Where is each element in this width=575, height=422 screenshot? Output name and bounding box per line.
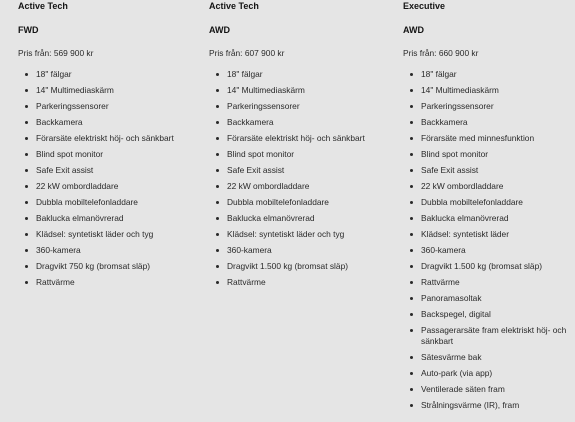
bullet-icon [410,153,413,156]
feature-text: 22 kW ombordladdare [36,181,119,191]
feature-text: Backkamera [421,117,468,127]
feature-item [403,85,573,96]
feature-item [403,293,573,304]
feature-item [209,133,391,144]
bullet-icon [25,121,28,124]
bullet-icon [216,281,219,284]
bullet-icon [410,73,413,76]
feature-text: 360-kamera [421,245,466,255]
bullet-icon [216,217,219,220]
feature-item [209,101,391,112]
feature-item [18,245,200,256]
feature-item [18,229,200,240]
feature-text: Klädsel: syntetiskt läder [421,229,509,239]
trim-column-active-tech-fwd [18,0,200,293]
feature-text: Blind spot monitor [36,149,104,159]
drive-type: FWD [18,25,39,35]
feature-item [403,101,573,112]
feature-list [403,69,573,411]
feature-text: Strålningsvärme (IR), fram [421,400,520,410]
bullet-icon [216,201,219,204]
feature-text: Förarsäte med minnesfunktion [421,133,535,143]
feature-item [403,229,573,240]
bullet-icon [410,388,413,391]
bullet-icon [25,105,28,108]
feature-text: 14" Multimediaskärm [36,85,114,95]
drive-type: AWD [403,25,424,35]
feature-item [18,101,200,112]
feature-text: 14" Multimediaskärm [421,85,499,95]
bullet-icon [216,105,219,108]
feature-item [403,165,573,176]
feature-item [18,197,200,208]
bullet-icon [25,265,28,268]
feature-text: Dragvikt 1.500 kg (bromsat släp) [421,261,543,271]
bullet-icon [25,217,28,220]
feature-text: Klädsel: syntetiskt läder och tyg [36,229,154,239]
feature-item [403,384,573,395]
bullet-icon [216,89,219,92]
feature-item [209,69,391,80]
feature-text: Parkeringssensorer [227,101,300,111]
bullet-icon [216,169,219,172]
feature-item [18,117,200,128]
feature-item [403,149,573,160]
bullet-icon [25,137,28,140]
bullet-icon [25,185,28,188]
feature-item [18,165,200,176]
feature-text: 360-kamera [36,245,81,255]
trim-title: Executive [403,1,446,11]
trim-column-executive-awd [403,0,573,416]
feature-item [403,117,573,128]
feature-item [403,400,573,411]
trim-title: Active Tech [209,1,259,11]
feature-text: Sätesvärme bak [421,352,482,362]
drive-type: AWD [209,25,230,35]
feature-item [403,309,573,320]
bullet-icon [216,233,219,236]
feature-list [209,69,391,288]
feature-text: Klädsel: syntetiskt läder och tyg [227,229,345,239]
bullet-icon [410,201,413,204]
feature-text: Dubbla mobiltelefonladdare [36,197,138,207]
feature-list [18,69,200,288]
bullet-icon [216,153,219,156]
feature-text: Panoramasoltak [421,293,482,303]
bullet-icon [410,121,413,124]
feature-text: Backkamera [36,117,83,127]
feature-text: Safe Exit assist [227,165,285,175]
feature-item [403,245,573,256]
price-label: Pris från: 569 900 kr [18,48,94,58]
feature-item [209,117,391,128]
feature-item [403,368,573,379]
feature-item [403,261,573,272]
bullet-icon [410,297,413,300]
feature-item [209,165,391,176]
feature-item [209,149,391,160]
feature-item [209,261,391,272]
feature-text: Ventilerade säten fram [421,384,505,394]
feature-text: Dubbla mobiltelefonladdare [421,197,523,207]
bullet-icon [410,105,413,108]
feature-item [403,277,573,288]
feature-text: 22 kW ombordladdare [421,181,504,191]
feature-item [403,133,573,144]
feature-item [18,69,200,80]
feature-item [18,213,200,224]
feature-text: Förarsäte elektriskt höj- och sänkbart [227,133,365,143]
feature-text: Rattvärme [421,277,460,287]
bullet-icon [216,137,219,140]
bullet-icon [410,249,413,252]
feature-item [403,352,573,363]
bullet-icon [25,201,28,204]
feature-text: Baklucka elmanövrerad [227,213,315,223]
bullet-icon [410,404,413,407]
bullet-icon [216,121,219,124]
bullet-icon [25,249,28,252]
feature-item [403,181,573,192]
bullet-icon [410,217,413,220]
feature-item [18,181,200,192]
feature-item [209,213,391,224]
feature-text: 18" fälgar [227,69,263,79]
bullet-icon [25,169,28,172]
trim-title: Active Tech [18,1,68,11]
bullet-icon [410,372,413,375]
feature-text: Dragvikt 1.500 kg (bromsat släp) [227,261,349,271]
bullet-icon [410,233,413,236]
bullet-icon [25,89,28,92]
bullet-icon [410,89,413,92]
bullet-icon [216,265,219,268]
feature-text: Baklucka elmanövrerad [421,213,509,223]
feature-text: Parkeringssensorer [421,101,494,111]
feature-item [18,261,200,272]
feature-text: Dragvikt 750 kg (bromsat släp) [36,261,151,271]
feature-text: Rattvärme [36,277,75,287]
feature-text: 18" fälgar [421,69,457,79]
feature-item [403,213,573,224]
feature-text: Blind spot monitor [421,149,489,159]
feature-item [403,325,573,347]
bullet-icon [216,73,219,76]
price-label: Pris från: 607 900 kr [209,48,285,58]
feature-text: Passagerarsäte fram elektriskt höj- och sänkbart [421,325,567,346]
feature-text: Blind spot monitor [227,149,295,159]
feature-item [403,197,573,208]
feature-item [209,245,391,256]
feature-item [403,69,573,80]
feature-item [209,277,391,288]
feature-item [209,85,391,96]
bullet-icon [410,265,413,268]
feature-text: Dubbla mobiltelefonladdare [227,197,329,207]
feature-text: Backkamera [227,117,274,127]
bullet-icon [410,329,413,332]
feature-text: 360-kamera [227,245,272,255]
bullet-icon [410,137,413,140]
bullet-icon [410,281,413,284]
feature-item [18,149,200,160]
feature-text: 18" fälgar [36,69,72,79]
bullet-icon [25,281,28,284]
bullet-icon [410,169,413,172]
feature-item [18,133,200,144]
bullet-icon [410,356,413,359]
feature-text: Auto-park (via app) [421,368,493,378]
feature-text: 22 kW ombordladdare [227,181,310,191]
feature-item [209,229,391,240]
feature-item [209,197,391,208]
feature-text: Backspegel, digital [421,309,491,319]
bullet-icon [410,185,413,188]
feature-item [18,277,200,288]
trim-column-active-tech-awd [209,0,391,293]
feature-item [209,181,391,192]
feature-text: Parkeringssensorer [36,101,109,111]
feature-text: Safe Exit assist [421,165,479,175]
feature-text: Baklucka elmanövrerad [36,213,124,223]
bullet-icon [410,313,413,316]
feature-text: Förarsäte elektriskt höj- och sänkbart [36,133,174,143]
bullet-icon [216,185,219,188]
price-label: Pris från: 660 900 kr [403,48,479,58]
feature-text: 14" Multimediaskärm [227,85,305,95]
bullet-icon [25,73,28,76]
feature-text: Rattvärme [227,277,266,287]
bullet-icon [25,153,28,156]
bullet-icon [25,233,28,236]
feature-text: Safe Exit assist [36,165,94,175]
feature-item [18,85,200,96]
bullet-icon [216,249,219,252]
